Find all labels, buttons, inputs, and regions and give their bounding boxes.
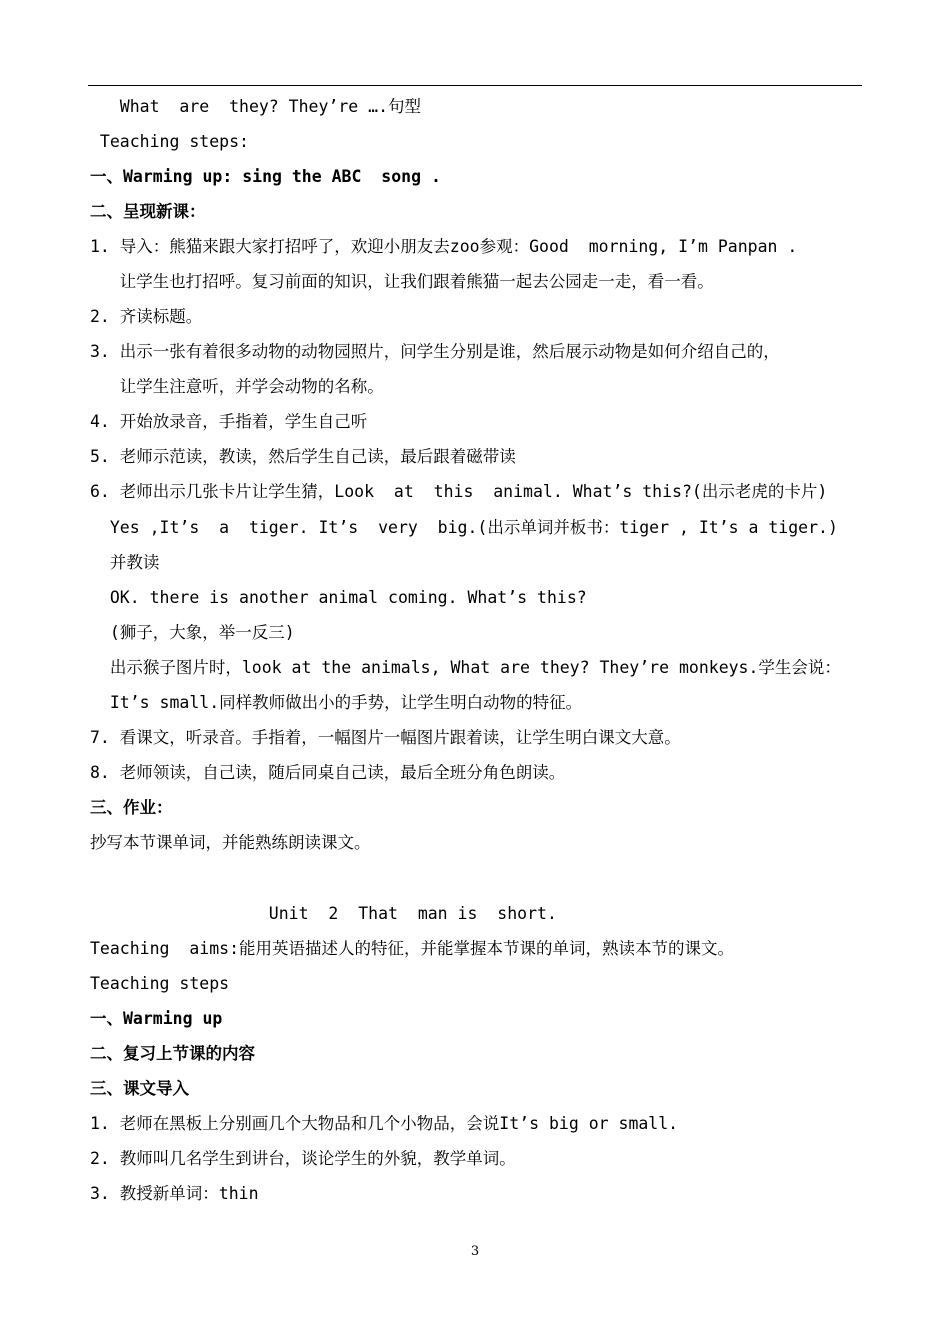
list-item: 6. 老师出示几张卡片让学生猜，Look at this animal. What’s this?(出示老虎的卡片): [90, 482, 828, 501]
list-item-continuation: 让学生也打招呼。复习前面的知识，让我们跟着熊猫一起去公园走一走，看一看。: [90, 272, 714, 291]
list-item: 7. 看课文，听录音。手指着，一幅图片一幅图片跟着读，让学生明白课文大意。: [90, 728, 681, 747]
homework-text: 抄写本节课单词，并能熟练朗读课文。: [90, 833, 371, 852]
list-item: 3. 出示一张有着很多动物的动物园照片，问学生分别是谁，然后展示动物是如何介绍自己的，: [90, 342, 780, 361]
list-item-continuation: Yes ,It’s a tiger. It’s very big.(出示单词并板书：tiger , It’s a tiger.): [90, 518, 838, 537]
list-item: 5. 老师示范读，教读，然后学生自己读，最后跟着磁带读: [90, 447, 516, 466]
list-item-continuation: OK. there is another animal coming. What’s this?: [90, 588, 587, 607]
section-heading-warming-up-2: 一、Warming up: [90, 1009, 223, 1028]
list-item: 3. 教授新单词：thin: [90, 1184, 259, 1203]
list-item-continuation: 让学生注意听，并学会动物的名称。: [90, 377, 384, 396]
header-rule: [88, 85, 862, 86]
list-item: 2. 齐读标题。: [90, 307, 203, 326]
unit-title: Unit 2 That man is short.: [90, 904, 557, 923]
list-item: 1. 老师在黑板上分别画几个大物品和几个小物品，会说It’s big or small.: [90, 1114, 679, 1133]
section-heading-review: 二、复习上节课的内容: [90, 1044, 255, 1063]
list-item-continuation: It’s small.同样教师做出小的手势，让学生明白动物的特征。: [90, 693, 583, 712]
page-number: 3: [470, 1244, 480, 1259]
section-heading-homework: 三、作业：: [90, 798, 173, 817]
section-heading-teaching-steps: Teaching steps:: [90, 132, 249, 151]
sentence-pattern-line: What are they? They’re ….句型: [90, 97, 422, 116]
section-heading-new-lesson: 二、呈现新课：: [90, 202, 206, 221]
list-item: 4. 开始放录音，手指着，学生自己听: [90, 412, 368, 431]
section-heading-warming-up: 一、Warming up: sing the ABC song .: [90, 167, 441, 186]
section-heading-teaching-steps-2: Teaching steps: [90, 974, 230, 993]
list-item: 1. 导入：熊猫来跟大家打招呼了，欢迎小朋友去zoo参观：Good morning, I’m Panpan .: [90, 237, 798, 256]
list-item-continuation: 出示猴子图片时，look at the animals, What are they? They’re monkeys.学生会说：: [90, 658, 841, 677]
list-item-continuation: 并教读: [90, 553, 160, 572]
teaching-aims: Teaching aims:能用英语描述人的特征，并能掌握本节课的单词，熟读本节的课文。: [90, 939, 735, 958]
list-item: 8. 老师领读，自己读，随后同桌自己读，最后全班分角色朗读。: [90, 763, 566, 782]
list-item: 2. 教师叫几名学生到讲台，谈论学生的外貌，教学单词。: [90, 1149, 516, 1168]
list-item-continuation: (狮子，大象，举一反三): [90, 623, 295, 642]
section-heading-lesson-intro: 三、课文导入: [90, 1079, 189, 1098]
